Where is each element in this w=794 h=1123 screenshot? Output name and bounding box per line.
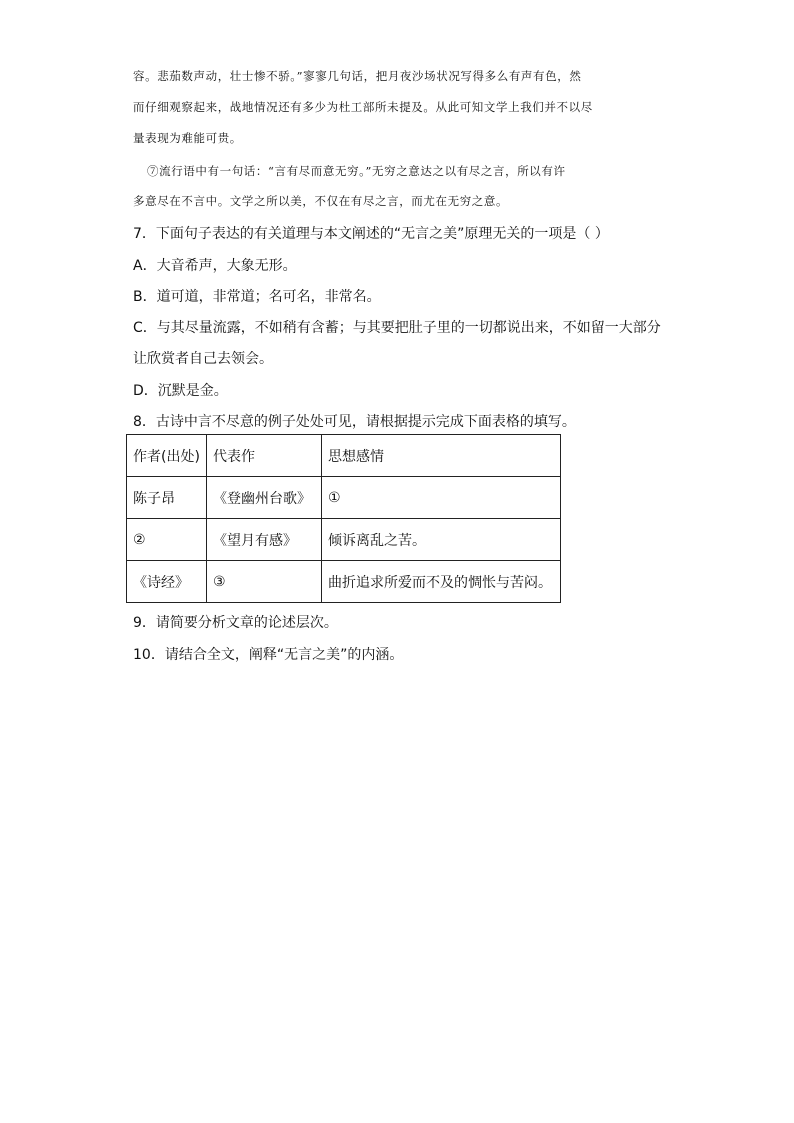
header-cell: 思想感情	[322, 435, 561, 477]
table-row	[127, 561, 561, 603]
answer-table	[126, 434, 561, 603]
table-cell: 《诗经》	[127, 561, 207, 603]
passage-line: ⑦流行语中有一句话：“言有尽而意无穷。”无穷之意达之以有尽之言，所以有许	[147, 164, 566, 178]
passage-line: 容。悲茄数声动，壮士惨不骄。”寥寥几句话，把月夜沙场状况写得多么有声有色，然	[133, 69, 582, 83]
table-row	[127, 519, 561, 561]
question-9: 9．请简要分析文章的论述层次。	[133, 615, 338, 631]
option-b: B．道可道，非常道；名可名，非常名。	[133, 289, 381, 305]
option-d: D．沉默是金。	[133, 383, 228, 399]
passage-line: 而仔细观察起来，战地情况还有多少为杜工部所未提及。从此可知文学上我们并不以尽	[133, 100, 593, 114]
option-a: A．大音希声，大象无形。	[133, 258, 297, 274]
table-cell: 《望月有感》	[207, 519, 322, 561]
header-cell: 作者(出处)	[127, 435, 207, 477]
question-8: 8．古诗中言不尽意的例子处处可见，请根据提示完成下面表格的填写。	[133, 414, 576, 430]
option-c-continued: 让欣赏者自己去领会。	[133, 351, 273, 367]
passage-line: 量表现为难能可贵。	[133, 131, 242, 145]
table-cell-blank-2: ②	[127, 519, 207, 561]
table-cell: 《登幽州台歌》	[207, 477, 322, 519]
table-cell: 倾诉离乱之苦。	[322, 519, 561, 561]
table-cell: 陈子昂	[127, 477, 207, 519]
table-cell-blank-3: ③	[207, 561, 322, 603]
header-cell: 代表作	[207, 435, 322, 477]
table-cell: 曲折追求所爱而不及的惆怅与苦闷。	[322, 561, 561, 603]
table-cell-blank-1: ①	[322, 477, 561, 519]
question-10: 10．请结合全文，阐释“无言之美”的内涵。	[133, 647, 404, 663]
table-row	[127, 477, 561, 519]
table-header-row	[127, 435, 561, 477]
passage-line: 多意尽在不言中。文学之所以美，不仅在有尽之言，而尤在无穷之意。	[133, 194, 509, 208]
question-7: 7．下面句子表达的有关道理与本文阐述的“无言之美”原理无关的一项是（ ）	[133, 226, 609, 242]
option-c: C．与其尽量流露，不如稍有含蓄；与其要把肚子里的一切都说出来，不如留一大部分	[133, 320, 661, 336]
